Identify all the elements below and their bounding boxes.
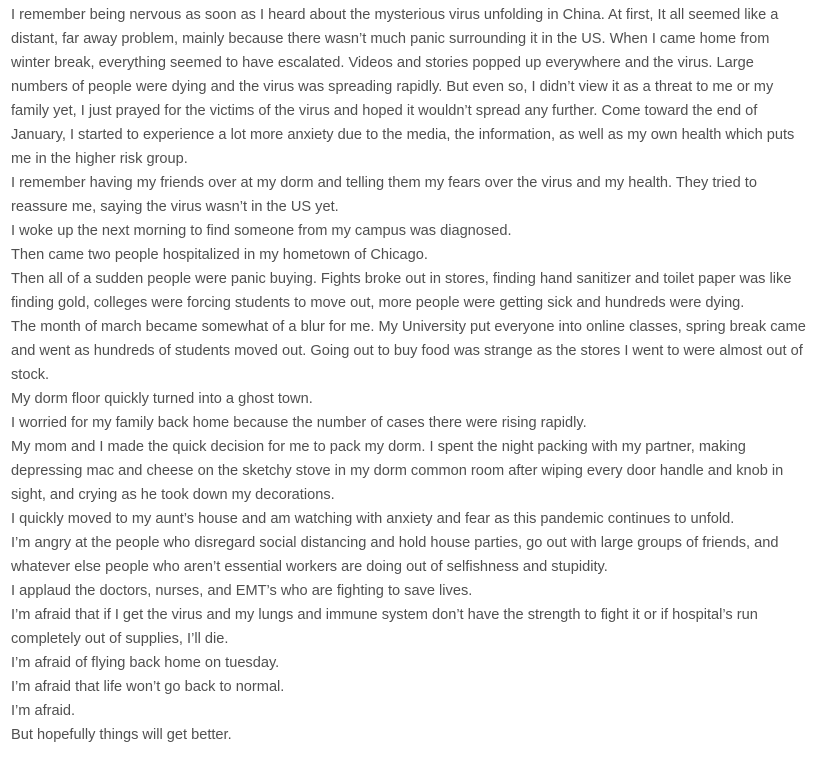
paragraph-5: Then all of a sudden people were panic buying. Fights broke out in stores, finding hand sanitizer and toilet paper was like finding gold, colleges were forcing students to move out, more people were getting sick and hundreds were dying. [11, 271, 792, 311]
paragraph-1: I remember being nervous as soon as I heard about the mysterious virus unfolding in China. At first, It all seemed like a distant, far away problem, mainly because there wasn’t much panic surrounding it in the US. When I came home from winter break, everything seemed to have escalated. Videos and stories popped up everywhere and the virus. Large numbers of people were dying and the virus was spreading rapidly. But even so, I didn’t view it as a threat to me or my family yet, I just prayed for the victims of the virus and hoped it wouldn’t spread any further. Come toward the end of January, I started to experience a lot more anxiety due to the media, the information, as well as my own health which puts me in the higher risk group. [11, 7, 795, 167]
paragraph-6: The month of march became somewhat of a blur for me. My University put everyone into online classes, spring break came and went as hundreds of students moved out. Going out to buy food was strange as the stores I went to were almost out of stock. [11, 319, 806, 383]
paragraph-11: I’m angry at the people who disregard social distancing and hold house parties, go out with large groups of friends, and whatever else people who aren’t essential workers are doing out of selfishness and stupidity. [11, 535, 779, 575]
paragraph-10: I quickly moved to my aunt’s house and am watching with anxiety and fear as this pandemic continues to unfold. [11, 511, 735, 527]
paragraph-12: I applaud the doctors, nurses, and EMT’s who are fighting to save lives. [11, 583, 473, 599]
paragraph-15: I’m afraid that life won’t go back to normal. [11, 679, 285, 695]
paragraph-2: I remember having my friends over at my dorm and telling them my fears over the virus and my health. They tried to reassure me, saying the virus wasn’t in the US yet. [11, 175, 757, 215]
paragraph-13: I’m afraid that if I get the virus and my lungs and immune system don’t have the strength to fight it or if hospital’s run completely out of supplies, I’ll die. [11, 607, 758, 647]
paragraph-9: My mom and I made the quick decision for me to pack my dorm. I spent the night packing with my partner, making depressing mac and cheese on the sketchy stove in my dorm common room after wiping every door handle and knob in sight, and crying as he took down my decorations. [11, 439, 784, 503]
paragraph-3: I woke up the next morning to find someone from my campus was diagnosed. [11, 223, 512, 239]
paragraph-8: I worried for my family back home because the number of cases there were rising rapidly. [11, 415, 587, 431]
paragraph-14: I’m afraid of flying back home on tuesday. [11, 655, 280, 671]
paragraph-7: My dorm floor quickly turned into a ghost town. [11, 391, 313, 407]
paragraph-16: I’m afraid. [11, 703, 76, 719]
paragraph-4: Then came two people hospitalized in my hometown of Chicago. [11, 247, 428, 263]
paragraph-17: But hopefully things will get better. [11, 727, 232, 743]
